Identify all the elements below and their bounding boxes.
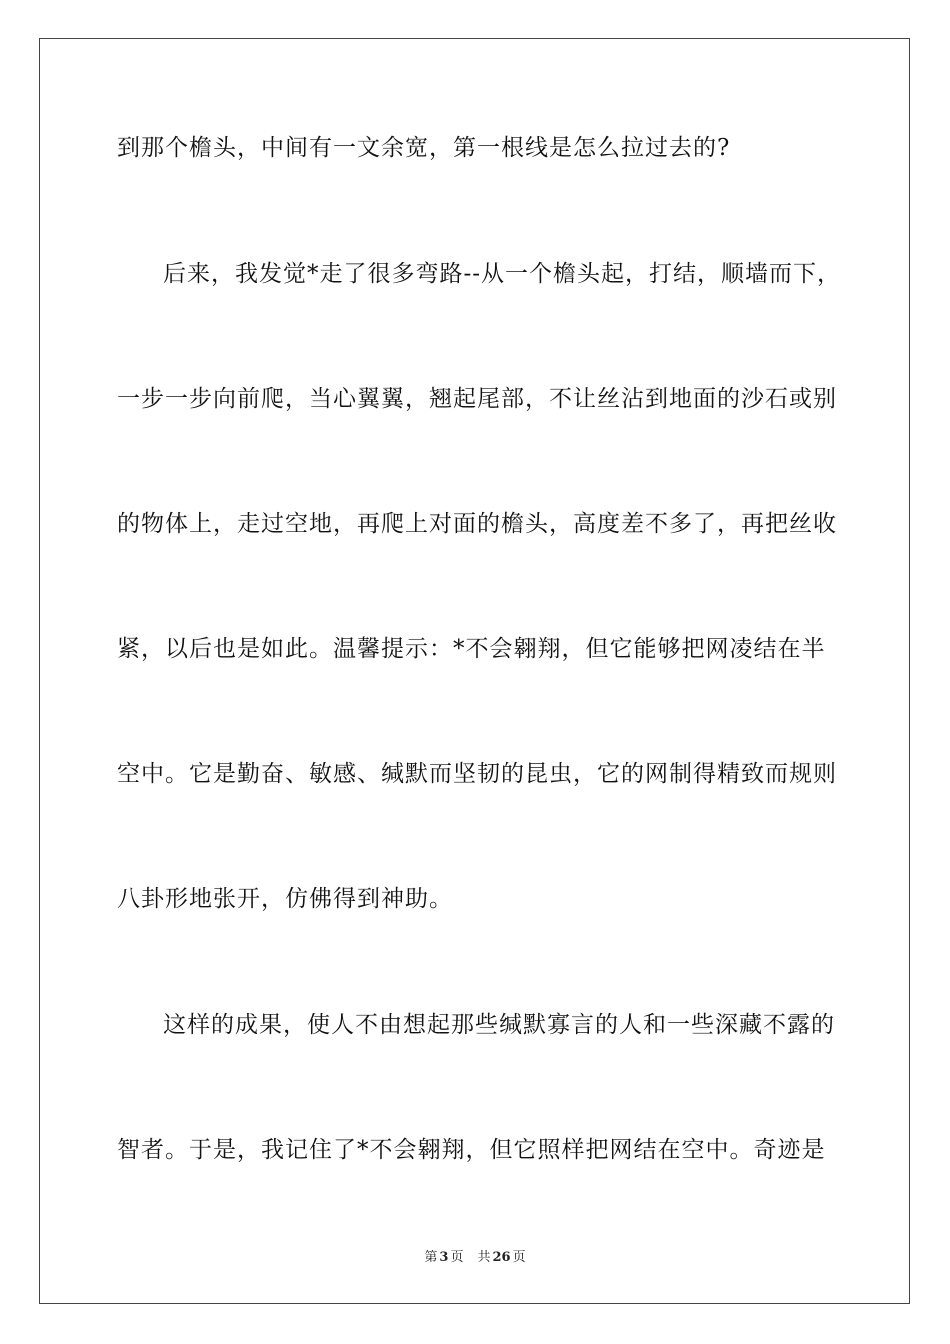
text-line-9: 智者。于是，我记住了*不会翱翔，但它照样把网结在空中。奇迹是	[117, 1137, 826, 1163]
text-line-7: 八卦形地张开，仿佛得到神助。	[117, 886, 453, 912]
page-footer	[0, 1246, 950, 1265]
text-line-4: 的物体上，走过空地，再爬上对面的檐头，高度差不多了，再把丝收	[117, 511, 837, 537]
total-suffix: 页	[512, 1250, 526, 1265]
text-line-3: 一步一步向前爬，当心翼翼，翘起尾部，不让丝沾到地面的沙石或别	[117, 386, 837, 412]
text-line-2: 后来，我发觉*走了很多弯路--从一个檐头起，打结，顺墙而下，	[163, 261, 842, 287]
text-line-1: 到那个檐头，中间有一文余宽，第一根线是怎么拉过去的?	[117, 135, 731, 161]
text-line-6: 空中。它是勤奋、敏感、缄默而坚韧的昆虫，它的网制得精致而规则	[117, 761, 837, 787]
text-line-5: 紧，以后也是如此。温馨提示：*不会翱翔，但它能够把网凌结在半	[117, 636, 826, 662]
text-line-8: 这样的成果，使人不由想起那些缄默寡言的人和一些深藏不露的	[163, 1012, 835, 1038]
total-pages: 26	[492, 1250, 511, 1265]
page-suffix: 页	[450, 1250, 464, 1265]
page-border	[39, 38, 910, 1304]
page-prefix: 第	[424, 1250, 438, 1265]
page-number: 3	[439, 1250, 449, 1265]
total-prefix: 共	[477, 1250, 491, 1265]
